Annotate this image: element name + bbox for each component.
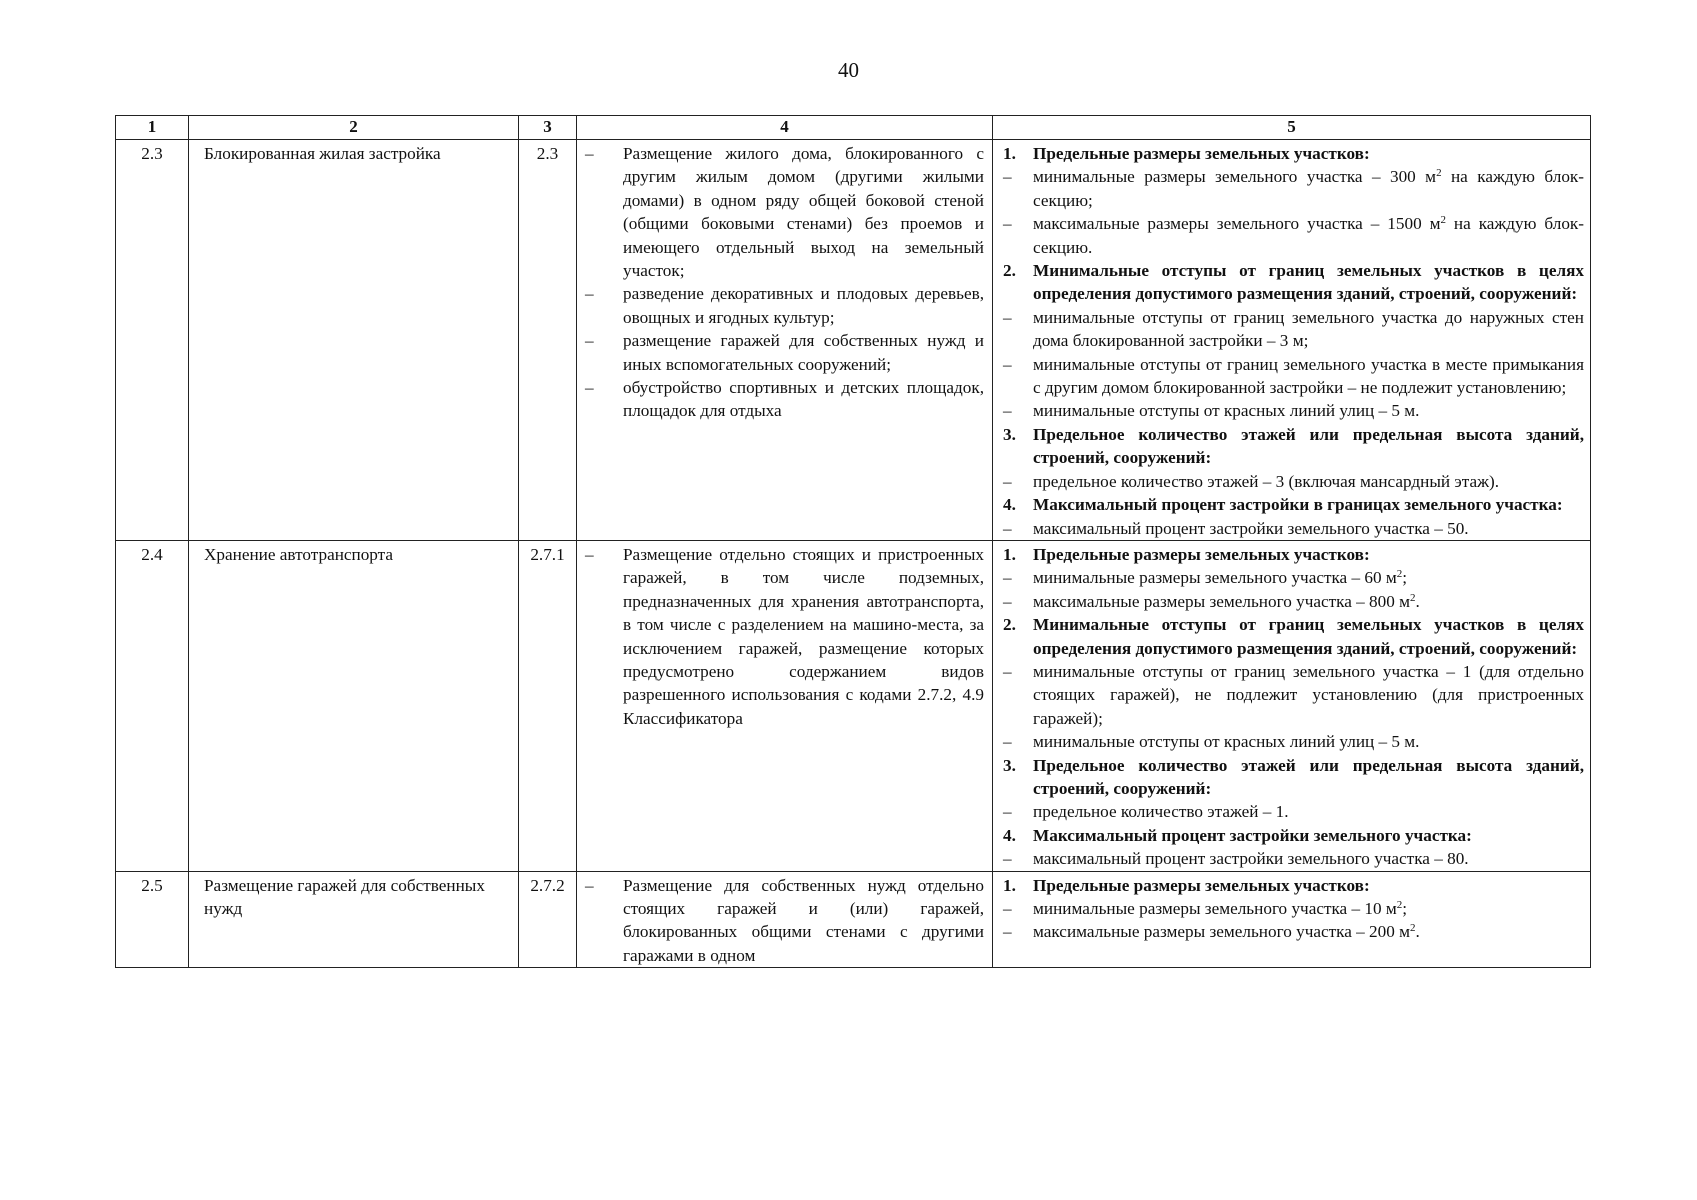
dash-marker: – xyxy=(1003,899,1012,918)
parameter-text-tail: ; xyxy=(1402,899,1408,918)
parameter-item xyxy=(1003,470,1584,493)
parameter-text xyxy=(1033,353,1584,400)
parameter-text-tail: на каждую блок-секцию. xyxy=(1033,214,1584,257)
parameter-text xyxy=(1033,566,1584,589)
dash-marker: – xyxy=(1003,518,1012,538)
parameter-text xyxy=(1033,399,1584,422)
description-item xyxy=(585,142,984,282)
parameter-heading xyxy=(1003,259,1584,306)
item-number: 2. xyxy=(1003,615,1016,635)
parameter-text-main: максимальные размеры земельного участка – 800 м xyxy=(1033,591,1410,611)
row-number: 2.5 xyxy=(116,871,189,968)
parameter-text xyxy=(1033,754,1584,801)
parameters xyxy=(993,871,1591,968)
description-item xyxy=(585,376,984,423)
parameter-text-tail: ; xyxy=(1402,568,1408,588)
dash-marker: – xyxy=(1003,354,1012,374)
parameter-text-main: максимальные размеры земельного участка – 200 м xyxy=(1033,922,1410,942)
parameter-text xyxy=(1033,800,1584,823)
parameter-item xyxy=(1003,399,1584,422)
parameter-text xyxy=(1033,306,1584,353)
header-cell: 3 xyxy=(519,116,577,140)
table-row xyxy=(116,540,1591,871)
parameter-text xyxy=(1033,660,1584,730)
parameter-text-main: Максимальный процент застройки в границах земельного участка: xyxy=(1033,495,1563,515)
parameter-text xyxy=(1033,590,1584,613)
classifier-code: 2.7.1 xyxy=(519,540,577,871)
table-row xyxy=(116,871,1591,968)
parameter-item xyxy=(1003,730,1584,753)
parameters xyxy=(993,140,1591,541)
dash-marker: – xyxy=(1003,568,1012,588)
parameter-text-main: Предельное количество этажей или предельная высота зданий, строений, сооружений: xyxy=(1033,755,1584,798)
parameter-text xyxy=(1033,543,1584,566)
dash-marker: – xyxy=(585,331,594,351)
description-text: Размещение отдельно стоящих и пристроенных гаражей, в том числе подземных, предназначенных для хранения автотранспорта, в том числе с разделением на машино-места, за исключением гаражей, размещение которых предусмотрено содержанием видов разрешенного использования с кодами 2.7.2, 4.9 Классификатора xyxy=(623,544,984,728)
description-text: разведение декоративных и плодовых деревьев, овощных и ягодных культур; xyxy=(623,284,984,327)
parameter-heading xyxy=(1003,824,1584,847)
parameter-item xyxy=(1003,897,1584,920)
parameter-heading xyxy=(1003,423,1584,470)
dash-marker: – xyxy=(1003,591,1012,611)
description-text: обустройство спортивных и детских площадок, площадок для отдыха xyxy=(623,378,984,421)
parameter-text-main: Предельные размеры земельных участков: xyxy=(1033,144,1370,163)
table-row xyxy=(116,140,1591,541)
parameter-text-tail: на каждую блок-секцию; xyxy=(1033,167,1584,210)
parameter-text xyxy=(1033,613,1584,660)
parameter-text-main: Предельное количество этажей или предельная высота зданий, строений, сооружений: xyxy=(1033,424,1584,468)
parameter-text-main: Максимальный процент застройки земельного участка: xyxy=(1033,825,1472,845)
parameter-item xyxy=(1003,517,1584,540)
use-description xyxy=(577,140,993,541)
parameter-text-main: Предельные размеры земельных участков: xyxy=(1033,875,1370,895)
parameter-text xyxy=(1033,423,1584,470)
parameter-text xyxy=(1033,730,1584,753)
dash-marker: – xyxy=(1003,307,1012,327)
item-number: 2. xyxy=(1003,261,1016,281)
use-name: Хранение автотранспорта xyxy=(189,540,519,871)
parameter-text xyxy=(1033,874,1584,897)
description-text: Размещение для собственных нужд отдельно стоящих гаражей и (или) гаражей, блокированных общими стенами с другими гаражами в одном xyxy=(623,875,984,965)
parameter-heading xyxy=(1003,874,1584,897)
parameter-text xyxy=(1033,920,1584,943)
item-number: 1. xyxy=(1003,875,1016,895)
parameter-text-main: Минимальные отступы от границ земельных участков в целях определения допустимого размещения зданий, строений, сооружений: xyxy=(1033,615,1584,658)
unit-superscript: 2 xyxy=(1440,214,1446,227)
parameter-text xyxy=(1033,142,1584,165)
parameter-text-main: максимальный процент застройки земельного участка – 50. xyxy=(1033,518,1469,538)
parameters xyxy=(993,540,1591,871)
parameter-text xyxy=(1033,897,1584,920)
parameter-text-main: максимальный процент застройки земельного участка – 80. xyxy=(1033,849,1469,869)
item-number: 1. xyxy=(1003,544,1016,564)
parameter-text-main: предельное количество этажей – 3 (включая мансардный этаж). xyxy=(1033,471,1499,491)
header-row xyxy=(116,116,1591,140)
item-number: 3. xyxy=(1003,424,1016,444)
dash-marker: – xyxy=(1003,167,1012,187)
use-description xyxy=(577,540,993,871)
parameter-text-tail: . xyxy=(1415,922,1420,942)
parameter-item xyxy=(1003,847,1584,870)
header-cell: 5 xyxy=(993,116,1591,140)
use-name: Блокированная жилая застройка xyxy=(189,140,519,541)
row-number: 2.4 xyxy=(116,540,189,871)
item-number: 4. xyxy=(1003,495,1016,515)
parameter-item xyxy=(1003,920,1584,943)
header-cell: 2 xyxy=(189,116,519,140)
description-text: размещение гаражей для собственных нужд и иных вспомогательных сооружений; xyxy=(623,331,984,374)
dash-marker: – xyxy=(1003,214,1012,234)
use-description xyxy=(577,871,993,968)
parameter-item xyxy=(1003,590,1584,613)
parameter-text-main: минимальные отступы от границ земельного участка в месте примыкания с другим домом блокированной застройки – не подлежит установлению; xyxy=(1033,354,1584,398)
parameter-heading xyxy=(1003,543,1584,566)
dash-marker: – xyxy=(1003,849,1012,869)
parameter-text-main: предельное количество этажей – 1. xyxy=(1033,802,1289,822)
dash-marker: – xyxy=(1003,401,1012,421)
page-number: 40 xyxy=(838,58,859,82)
row-number: 2.3 xyxy=(116,140,189,541)
parameter-text-main: минимальные отступы от красных линий улиц – 5 м. xyxy=(1033,401,1420,421)
dash-marker: – xyxy=(1003,471,1012,491)
parameter-item xyxy=(1003,353,1584,400)
item-number: 1. xyxy=(1003,144,1016,163)
dash-marker: – xyxy=(1003,732,1012,752)
parameter-text-main: Предельные размеры земельных участков: xyxy=(1033,544,1370,564)
parameter-text xyxy=(1033,165,1584,212)
use-name: Размещение гаражей для собственных нужд xyxy=(189,871,519,968)
parameter-item xyxy=(1003,566,1584,589)
parameter-text xyxy=(1033,470,1584,493)
classifier-code: 2.7.2 xyxy=(519,871,577,968)
unit-superscript: 2 xyxy=(1436,167,1442,180)
description-item xyxy=(585,329,984,376)
unit-superscript: 2 xyxy=(1409,591,1416,604)
unit-superscript: 2 xyxy=(1396,899,1403,911)
classifier-code: 2.3 xyxy=(519,140,577,541)
unit-superscript: 2 xyxy=(1396,568,1403,581)
parameter-text-main: минимальные отступы от красных линий улиц – 5 м. xyxy=(1033,732,1420,752)
header-cell: 1 xyxy=(116,116,189,140)
dash-marker: – xyxy=(585,378,594,398)
parameter-text-main: минимальные размеры земельного участка – 60 м xyxy=(1033,568,1397,588)
parameter-text xyxy=(1033,824,1584,847)
parameter-heading xyxy=(1003,493,1584,516)
parameter-item xyxy=(1003,660,1584,730)
parameter-text xyxy=(1033,493,1584,516)
description-item xyxy=(585,282,984,329)
dash-marker: – xyxy=(585,875,594,895)
parameter-item xyxy=(1003,306,1584,353)
header-cell: 4 xyxy=(577,116,993,140)
zoning-table xyxy=(115,115,1591,968)
dash-marker: – xyxy=(585,144,594,163)
parameter-item xyxy=(1003,212,1584,259)
parameter-text-main: максимальные размеры земельного участка – 1500 м xyxy=(1033,214,1441,234)
dash-marker: – xyxy=(1003,661,1012,681)
parameter-text-main: минимальные размеры земельного участка – 300 м xyxy=(1033,167,1437,187)
item-number: 3. xyxy=(1003,755,1016,775)
description-text: Размещение жилого дома, блокированного с другим жилым домом (другими жилыми домами) в одном ряду общей боковой стеной (общими боковыми стенами) без проемов и имеющего отдельный выход на земельный участок; xyxy=(623,144,984,281)
dash-marker: – xyxy=(1003,802,1012,822)
dash-marker: – xyxy=(1003,922,1012,942)
parameter-item xyxy=(1003,165,1584,212)
parameter-text xyxy=(1033,517,1584,540)
dash-marker: – xyxy=(585,544,594,564)
parameter-text-tail: . xyxy=(1415,591,1420,611)
description-item xyxy=(585,874,984,968)
description-item xyxy=(585,543,984,730)
parameter-text-main: минимальные отступы от границ земельного участка до наружных стен дома блокированной застройки – 3 м; xyxy=(1033,307,1584,351)
parameter-text-main: Минимальные отступы от границ земельных участков в целях определения допустимого размещения зданий, строений, сооружений: xyxy=(1033,261,1584,304)
parameter-text xyxy=(1033,259,1584,306)
parameter-text xyxy=(1033,847,1584,870)
dash-marker: – xyxy=(585,284,594,304)
parameter-item xyxy=(1003,800,1584,823)
parameter-text-main: минимальные отступы от границ земельного участка – 1 (для отдельно стоящих гаражей), не подлежит установлению (для пристроенных гаражей); xyxy=(1033,661,1584,728)
parameter-text-main: минимальные размеры земельного участка – 10 м xyxy=(1033,899,1397,918)
unit-superscript: 2 xyxy=(1409,922,1416,935)
item-number: 4. xyxy=(1003,825,1016,845)
parameter-text xyxy=(1033,212,1584,259)
parameter-heading xyxy=(1003,142,1584,165)
parameter-heading xyxy=(1003,613,1584,660)
parameter-heading xyxy=(1003,754,1584,801)
